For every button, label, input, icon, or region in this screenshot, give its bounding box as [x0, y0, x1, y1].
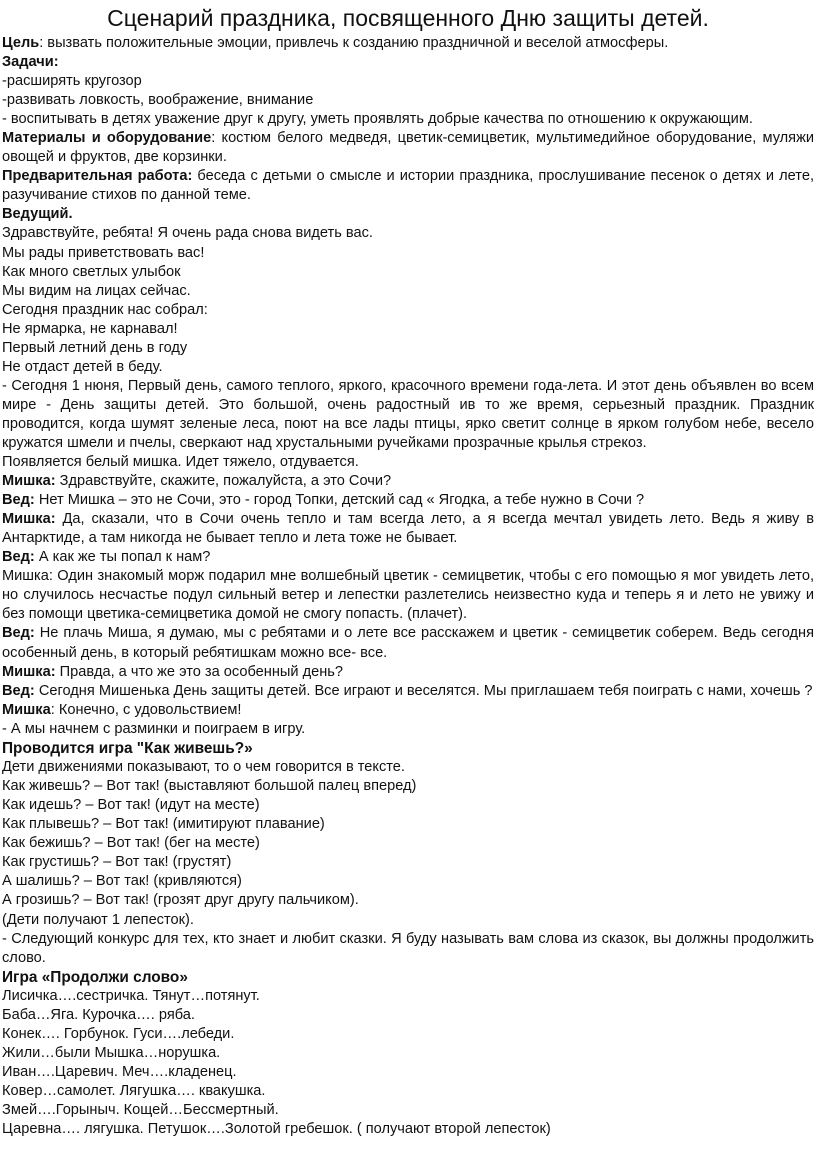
goal-paragraph [2, 34, 814, 53]
dialogue-line [2, 510, 814, 548]
poem-line: Первый летний день в году [2, 339, 188, 356]
game1-line: Как плывешь? – Вот так! (имитируют плавание) [2, 816, 325, 833]
speech-text: - А мы начнем с разминки и поиграем в игру. [2, 720, 306, 737]
tasks-label: Задачи: [2, 54, 59, 71]
dialogue-line [2, 472, 814, 491]
goal-label: Цель [2, 35, 40, 51]
prep-label: Предварительная работа: [2, 168, 193, 185]
game2-line: Лисичка….сестричка. Тянут…потянут. [2, 988, 260, 1005]
materials-label: Материалы и оборудование [2, 130, 212, 147]
game1-line: Как бежишь? – Вот так! (бег на месте) [2, 835, 260, 852]
dialogue-line [2, 567, 814, 624]
speech-text: А как же ты попал к нам? [34, 549, 211, 566]
dialogue-line [2, 682, 814, 701]
task-item: - воспитывать в детях уважение друг к другу, уметь проявлять добрые качества по отношению к окружающим. [2, 111, 753, 128]
speech-text: Мишка: Один знакомый морж подарил мне волшебный цветик - семицветик, чтобы с его помощью я мог увидеть лето, но случилось несчастье подул сильный ветер и лепестки разлетелись неизвестно куда и теперь я и лето не увижу и без помощи цветика-семицветика домой не смогу попасть. (плачет). [2, 568, 814, 623]
speaker-label: Вед: [2, 549, 35, 566]
speaker-label: Мишка: [2, 511, 56, 528]
speaker-label: Мишка: [2, 663, 56, 680]
dialogue-line [2, 720, 814, 739]
goal-text: : вызвать положительные эмоции, привлечь к созданию праздничной и веселой атмосферы. [39, 35, 669, 51]
materials-paragraph [2, 129, 814, 167]
game1-heading: Проводится игра "Как живешь?» [2, 739, 253, 757]
dialogue-line [2, 624, 814, 662]
dialogue-line [2, 701, 814, 720]
prep-text: беседа с детьми о смысле и истории праздника, прослушивание песенок о детях и лете, разучивание стихов по данной теме. [2, 168, 814, 204]
poem-line: Здравствуйте, ребята! Я очень рада снова видеть вас. [2, 225, 373, 242]
speech-text: Нет Мишка – это не Сочи, это - город Топки, детский сад « Ягодка, а тебе нужно в Сочи ? [34, 492, 645, 509]
speech-text: Да, сказали, что в Сочи очень тепло и там всегда лето, а я всегда мечтал увидеть лето. Ведь я живу в Антарктиде, а там никогда не бывает тепло и лета тоже не бывает. [2, 511, 814, 547]
speech-text: Не плачь Миша, я думаю, мы с ребятами и о лете все расскажем и цветик - семицветик соберем. Ведь сегодня особенный день, в который ребятишкам можно все- все. [2, 625, 814, 661]
game2-line: Змей….Горыныч. Кощей…Бессмертный. [2, 1102, 279, 1119]
speech-text: : Конечно, с удовольствием! [50, 701, 242, 718]
dialogue-line [2, 663, 814, 682]
game1-line: (Дети получают 1 лепесток). [2, 911, 194, 928]
game2-line: Иван….Царевич. Меч….кладенец. [2, 1064, 237, 1081]
task-item: -расширять кругозор [2, 73, 142, 90]
game2-line: Царевна…. лягушка. Петушок….Золотой гребешок. ( получают второй лепесток) [2, 1121, 551, 1138]
prep-paragraph [2, 167, 814, 205]
poem-line: Мы рады приветствовать вас! [2, 244, 205, 261]
game1-line: Дети движениями показывают, то о чем говорится в тексте. [2, 759, 405, 776]
game2-line: Ковер…самолет. Лягушка…. квакушка. [2, 1083, 266, 1100]
poem-line: Не отдаст детей в беду. [2, 358, 163, 375]
game2-line: Баба…Яга. Курочка…. ряба. [2, 1007, 195, 1024]
poem-line: Сегодня праздник нас собрал: [2, 301, 208, 318]
stage-direction: Появляется белый мишка. Идет тяжело, отдувается. [2, 454, 359, 471]
speech-text: Здравствуйте, скажите, пожалуйста, а это Сочи? [55, 473, 392, 490]
poem-line: Не ярмарка, не карнавал! [2, 320, 178, 337]
speaker-label: Вед: [2, 492, 35, 509]
dialogue-line [2, 548, 814, 567]
game1-line: А шалишь? – Вот так! (кривляются) [2, 873, 242, 890]
materials-text: : костюм белого медведя, цветик-семицветик, мультимедийное оборудование, муляжи овощей и фруктов, две корзинки. [2, 130, 815, 166]
game1-line: Как грустишь? – Вот так! (грустят) [2, 854, 232, 871]
speech-text: Сегодня Мишенька День защиты детей. Все играют и веселятся. Мы приглашаем тебя поиграть с нами, хочешь ? [34, 682, 813, 699]
intro-paragraph: - Сегодня 1 нюня, Первый день, самого теплого, яркого, красочного времени года-лета. И этот день объявлен во всем мире - День защиты детей. Это большой, очень радостный ив то же время, серьезный праздник. Праздник проводится, когда шумят зеленые леса, поют на все лады птицы, ярко светит солнце в ярком голубом небе, весело кружатся шмели и пчелы, сверкают над хрустальными ручейками прозрачные крылья стрекоз. [2, 377, 814, 451]
game1-next: - Следующий конкурс для тех, кто знает и любит сказки. Я буду называть вам слова из сказок, вы должны продолжить слово. [2, 930, 814, 966]
task-item: -развивать ловкость, воображение, внимание [2, 92, 314, 109]
speaker-label: Вед: [2, 682, 35, 699]
poem-line: Мы видим на лицах сейчас. [2, 282, 191, 299]
game1-line: Как идешь? – Вот так! (идут на месте) [2, 797, 260, 814]
document-title: Сценарий праздника, посвященного Дню защиты детей. [107, 5, 709, 31]
game1-line: Как живешь? – Вот так! (выставляют большой палец вперед) [2, 778, 417, 795]
game2-line: Жили…были Мышка…норушка. [2, 1045, 221, 1062]
game2-heading: Игра «Продолжи слово» [2, 968, 188, 986]
game2-line: Конек…. Горбунок. Гуси….лебеди. [2, 1026, 235, 1043]
speech-text: Правда, а что же это за особенный день? [55, 663, 343, 680]
dialogue-line [2, 491, 814, 510]
poem-line: Как много светлых улыбок [2, 263, 181, 280]
game1-line: А грозишь? – Вот так! (грозят друг другу пальчиком). [2, 892, 359, 909]
speaker-label: Вед: [2, 625, 35, 642]
speaker-label: Мишка [2, 701, 51, 718]
speaker-label: Мишка: [2, 473, 56, 490]
host-label: Ведущий. [2, 206, 73, 223]
